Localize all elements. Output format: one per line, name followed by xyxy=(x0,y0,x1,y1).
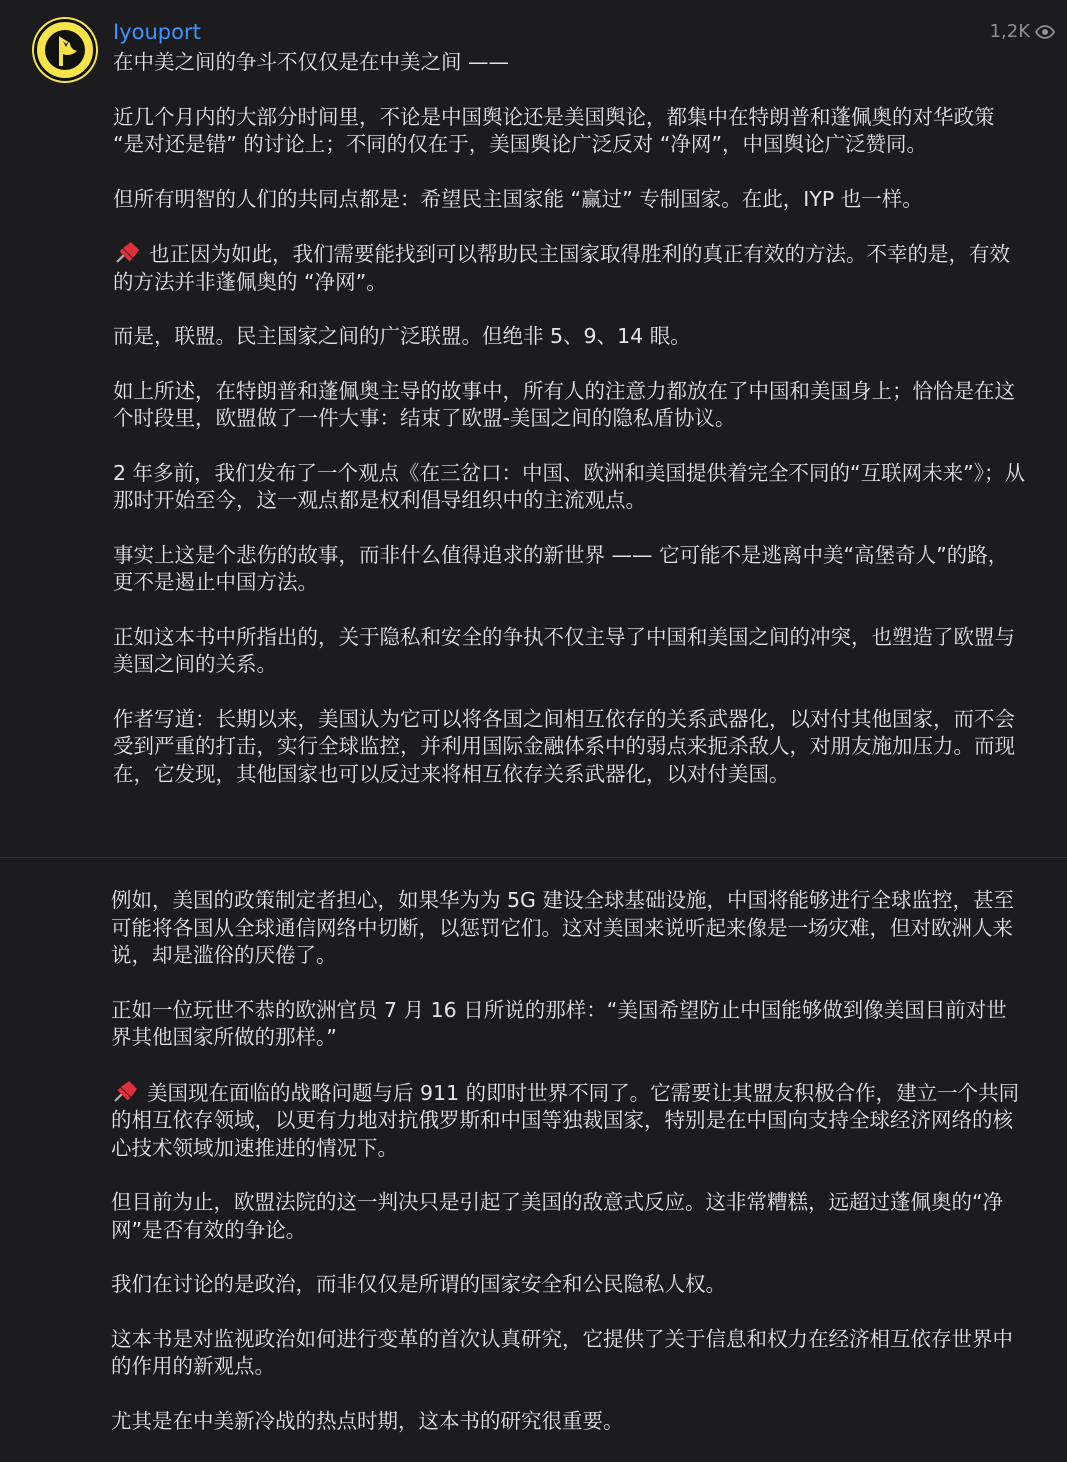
pirate-flag-logo xyxy=(37,22,93,78)
channel-name[interactable]: Iyouport xyxy=(113,20,201,44)
paragraph: 但目前为止，欧盟法院的这一判决只是引起了美国的敌意式反应。这非常糟糕，远超过蓬佩奥的“净网”是否有效的争论。 xyxy=(111,1190,1004,1242)
paragraph: 正如这本书中所指出的，关于隐私和安全的争执不仅主导了中国和美国之间的冲突，也塑造了欧盟与美国之间的关系。 xyxy=(113,624,1015,676)
paragraph: 2 年多前，我们发布了一个观点《在三岔口：中国、欧洲和美国提供着完全不同的“互联网未来”》；从那时开始至今，这一观点都是权利倡导组织中的主流观点。 xyxy=(113,460,1026,512)
paragraph: 如上所述，在特朗普和蓬佩奥主导的故事中，所有人的注意力都放在了中国和美国身上；恰恰是在这个时段里，欧盟做了一件大事：结束了欧盟-美国之间的隐私盾协议。 xyxy=(113,378,1015,430)
view-count xyxy=(990,19,1055,45)
message-post xyxy=(0,858,1067,1454)
paragraph-text: 也正因为如此，我们需要能找到可以帮助民主国家取得胜利的真正有效的方法。不幸的是，有效的方法并非蓬佩奥的 “净网”。 xyxy=(113,242,1010,294)
paragraph: 尤其是在中美新冷战的热点时期，这本书的研究很重要。 xyxy=(111,1408,624,1433)
post-body xyxy=(113,49,1028,815)
pushpin-icon xyxy=(111,1079,139,1103)
channel-avatar[interactable] xyxy=(34,19,96,81)
post-body xyxy=(111,887,1026,1462)
paragraph-pinned xyxy=(111,1079,1026,1163)
paragraph: 例如，美国的政策制定者担心，如果华为为 5G 建设全球基础设施，中国将能够进行全球监控，甚至可能将各国从全球通信网络中切断，以惩罚它们。这对美国来说听起来像是一场灾难，但对欧洲人来说，却是滥俗的厌倦了。 xyxy=(111,888,1014,967)
paragraph: 事实上这是个悲伤的故事，而非什么值得追求的新世界 —— 它可能不是逃离中美“高堡奇人”的路，更不是遏止中国方法。 xyxy=(113,542,1009,594)
pushpin-icon xyxy=(113,240,141,264)
view-count-value: 1,2K xyxy=(989,21,1030,42)
paragraph: 而是，联盟。民主国家之间的广泛联盟。但绝非 5、9、14 眼。 xyxy=(113,324,691,348)
eye-icon xyxy=(1035,25,1055,39)
paragraph: 我们在讨论的是政治，而非仅仅是所谓的国家安全和公民隐私人权。 xyxy=(111,1272,726,1296)
paragraph: 近几个月内的大部分时间里，不论是中国舆论还是美国舆论，都集中在特朗普和蓬佩奥的对华政策 “是对还是错” 的讨论上；不同的仅在于，美国舆论广泛反对 “净网”，中国舆论广泛赞同。 xyxy=(113,104,1002,156)
paragraph: 但所有明智的人们的共同点都是：希望民主国家能 “赢过” 专制国家。在此，IYP 也一样。 xyxy=(113,186,923,211)
paragraph: 这本书是对监视政治如何进行变革的首次认真研究，它提供了关于信息和权力在经济相互依存世界中的作用的新观点。 xyxy=(111,1326,1013,1378)
paragraph: 正如一位玩世不恭的欧洲官员 7 月 16 日所说的那样：“美国希望防止中国能够做到像美国目前对世界其他国家所做的那样。” xyxy=(111,997,1007,1049)
paragraph: 作者写道：长期以来，美国认为它可以将各国之间相互依存的关系武器化，以对付其他国家，而不会受到严重的打击，实行全球监控，并利用国际金融体系中的弱点来扼杀敌人，对朋友施加压力。而现在，它发现，其他国家也可以反过来将相互依存关系武器化，以对付美国。 xyxy=(113,706,1015,786)
paragraph-text: 美国现在面临的战略问题与后 911 的即时世界不同了。它需要让其盟友积极合作，建立一个共同的相互依存领域，以更有力地对抗俄罗斯和中国等独裁国家，特别是在中国向支持全球经济网络的核心技术领域加速推进的情况下。 xyxy=(111,1080,1020,1160)
paragraph-pinned xyxy=(113,240,1028,296)
post-headline: 在中美之间的争斗不仅仅是在中美之间 —— xyxy=(113,50,510,74)
